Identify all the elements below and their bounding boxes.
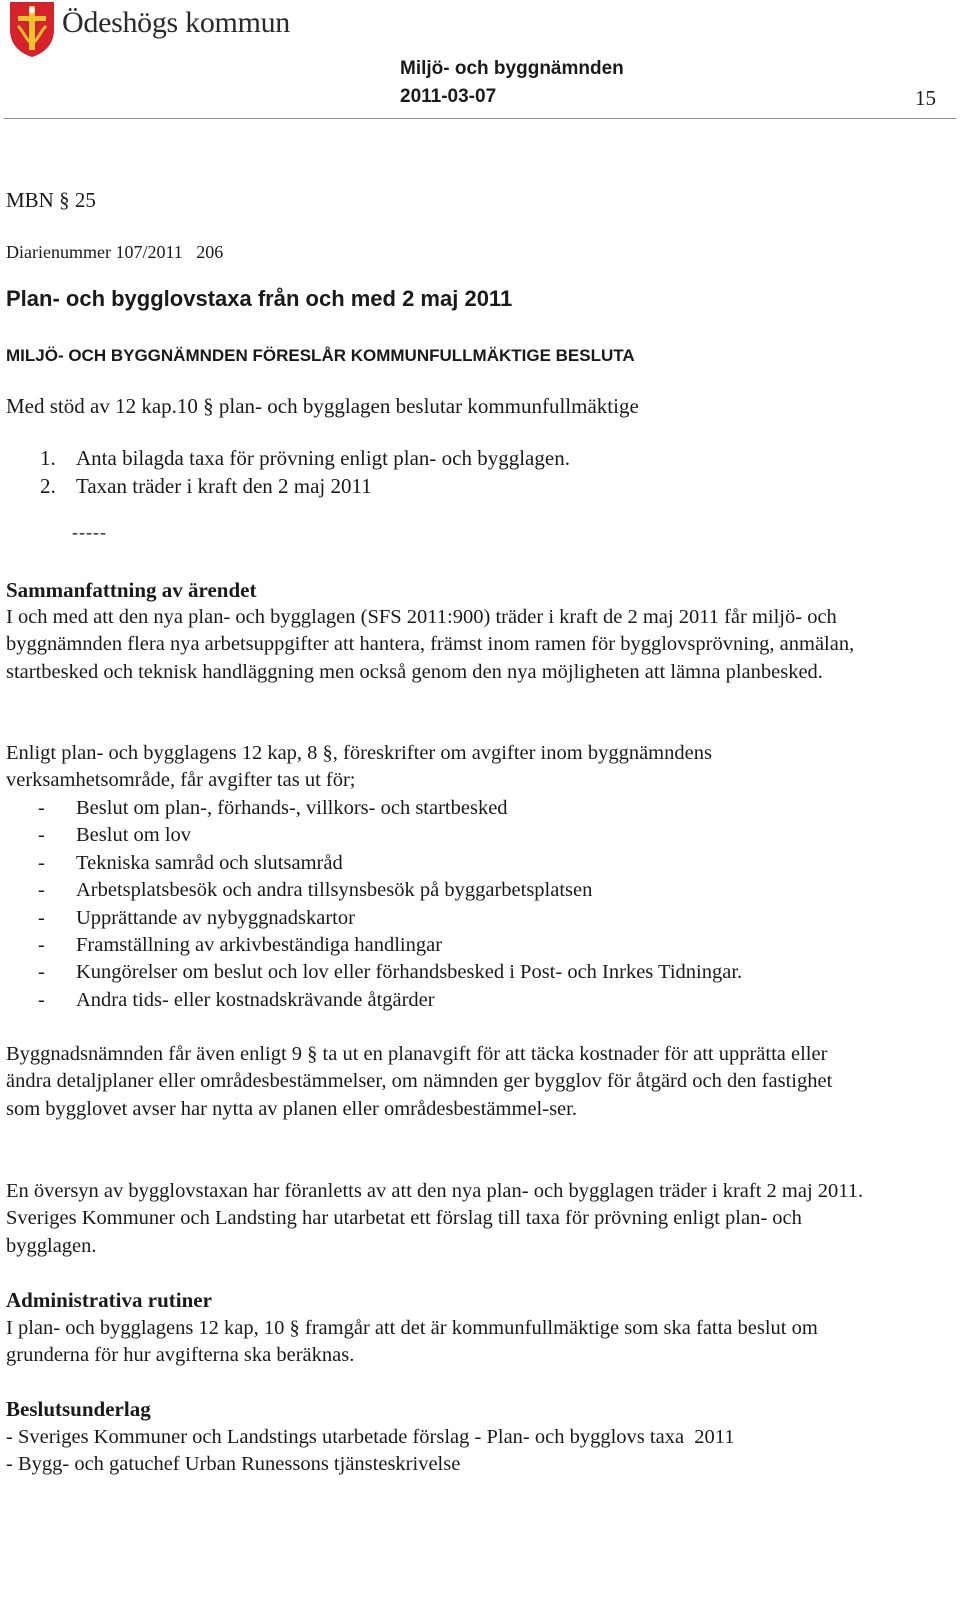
list-item: - Beslut om plan-, förhands-, villkors- och startbesked (38, 797, 508, 819)
summary-paragraph-4: En översyn av bygglovstaxan har föranletts av att den nya plan- och bygglagen träder i kraft 2 maj 2011. Sveriges Kommuner och Landsting har utarbetat ett förslag till taxa för prövning enligt plan- och bygglagen. (6, 1180, 864, 1257)
intro-text: Med stöd av 12 kap.10 § plan- och bygglagen beslutar kommunfullmäktige (6, 394, 639, 418)
paragraph-reference: MBN § 25 (6, 188, 96, 212)
decision-number: 2. (40, 474, 56, 498)
decision-number: 1. (40, 446, 56, 470)
municipality-name: Ödeshögs kommun (62, 6, 291, 39)
basis-list (6, 1424, 735, 1479)
header-divider (4, 118, 956, 119)
list-item: - Arbetsplatsbesök och andra tillsynsbesök på byggarbetsplatsen (38, 879, 593, 902)
decision-item (40, 446, 570, 471)
summary-paragraph-3: Byggnadsnämnden får även enligt 9 § ta ut en planavgift för att täcka kostnader för att upprätta eller ändra detaljplaner eller områdesbestämmelser, om nämnden ger bygglov för åtgärd och den fastighet som bygglovet avser har nytta av planen eller områdesbestämmel-ser. (6, 1043, 833, 1120)
list-item: - Sveriges Kommuner och Landstings utarbetade förslag - Plan- och bygglovs taxa 2011 (6, 1426, 735, 1448)
meeting-date: 2011-03-07 (400, 86, 497, 107)
section-separator: ----- (72, 522, 107, 542)
admin-heading: Administrativa rutiner (6, 1288, 212, 1312)
summary-paragraph-2: Enligt plan- och bygglagens 12 kap, 8 §, föreskrifter om avgifter inom byggnämndens verksamhetsområde, får avgifter tas ut för; (6, 742, 712, 792)
decision-text: Anta bilagda taxa för prövning enligt plan- och bygglagen. (76, 446, 570, 470)
decision-text: Taxan träder i kraft den 2 maj 2011 (76, 474, 372, 498)
admin-text: I plan- och bygglagens 12 kap, 10 § framgår att det är kommunfullmäktige som ska fatta beslut om grunderna för hur avgifterna ska beräknas. (6, 1317, 818, 1367)
summary-heading: Sammanfattning av ärendet (6, 578, 257, 602)
list-item: - Kungörelser om beslut och lov eller förhandsbesked i Post- och Inrkes Tidningar. (38, 961, 743, 984)
proposal-heading: MILJÖ- OCH BYGGNÄMNDEN FÖRESLÅR KOMMUNFULLMÄKTIGE BESLUTA (6, 346, 635, 365)
board-name: Miljö- och byggnämnden (400, 58, 624, 79)
municipality-crest-logo (6, 0, 58, 58)
fee-list (38, 795, 742, 1014)
list-item: - Bygg- och gatuchef Urban Runessons tjänsteskrivelse (6, 1453, 461, 1476)
list-item: - Upprättande av nybyggnadskartor (38, 906, 355, 929)
basis-heading: Beslutsunderlag (6, 1397, 151, 1421)
summary-paragraph-1: I och med att den nya plan- och bygglagen (SFS 2011:900) träder i kraft de 2 maj 2011 får miljö- och byggnämnden flera nya arbetsuppgifter att hantera, främst inom ramen för bygglovsprövning, anmälan, startbesked och teknisk handläggning men också genom den nya möjligheten att lämna planbesked. (6, 606, 855, 683)
decision-item (40, 474, 372, 499)
list-item: - Framställning av arkivbeständiga handlingar (38, 934, 443, 957)
list-item: - Beslut om lov (38, 824, 192, 847)
diary-number: Diarienummer 107/2011 206 (6, 242, 224, 262)
case-title: Plan- och bygglovstaxa från och med 2 maj 2011 (6, 286, 513, 311)
list-item: - Andra tids- eller kostnadskrävande åtgärder (38, 988, 435, 1011)
page-number: 15 (915, 86, 936, 110)
list-item: - Tekniska samråd och slutsamråd (38, 851, 343, 874)
